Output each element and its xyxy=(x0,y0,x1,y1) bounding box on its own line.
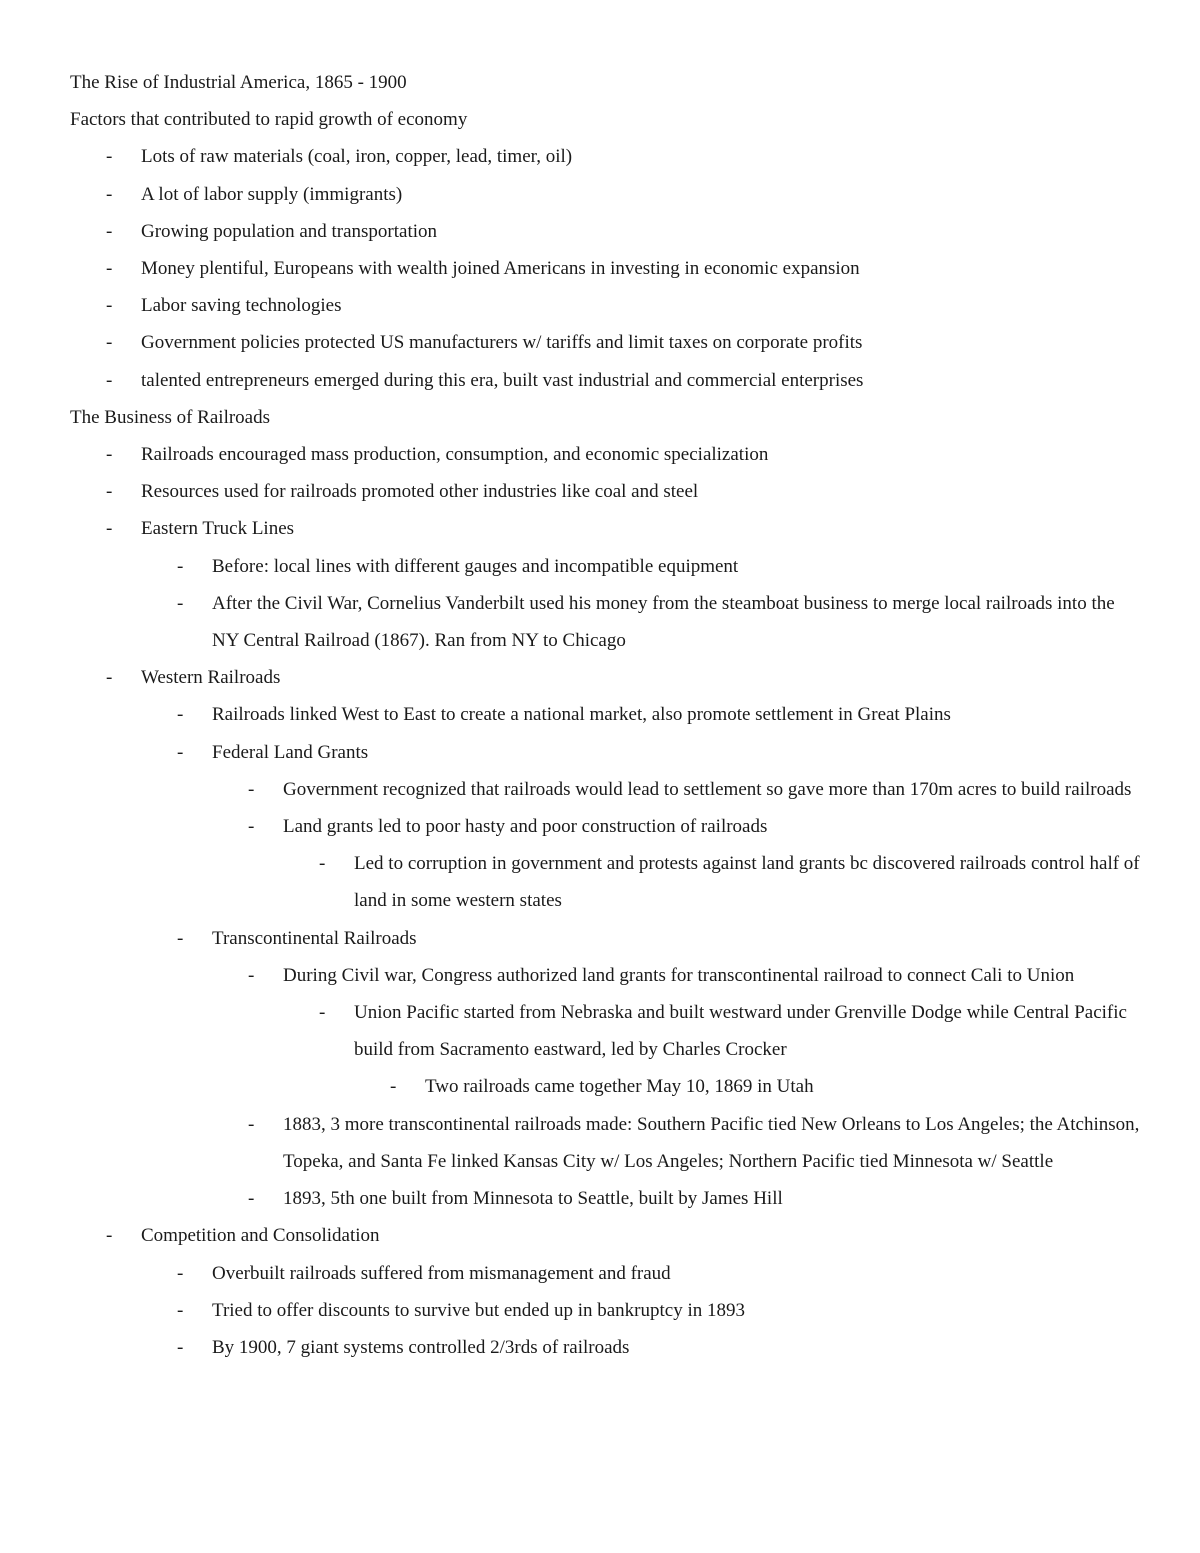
dash-icon: - xyxy=(177,704,184,726)
list-item: - 1893, 5th one built from Minnesota to Seattle, built by James Hill xyxy=(70,1180,1140,1217)
list-item: - After the Civil War, Cornelius Vanderbilt used his money from the steamboat business to merge local railroads into the NY Central Railroad (1867). Ran from NY to Chicago xyxy=(70,585,1140,659)
dash-icon: - xyxy=(106,1225,113,1247)
document-page xyxy=(70,64,1140,1366)
list-item: - Lots of raw materials (coal, iron, copper, lead, timer, oil) xyxy=(70,138,1140,175)
dash-icon: - xyxy=(106,295,113,317)
dash-icon: - xyxy=(106,220,113,242)
dash-icon: - xyxy=(177,927,184,949)
dash-icon: - xyxy=(106,518,113,540)
section-heading-railroads: The Business of Railroads xyxy=(70,406,271,428)
dash-icon: - xyxy=(177,1336,184,1358)
list-item: - Resources used for railroads promoted other industries like coal and steel xyxy=(70,473,1140,510)
list-item: - Land grants led to poor hasty and poor construction of railroads xyxy=(70,808,1140,845)
list-item: - Tried to offer discounts to survive but ended up in bankruptcy in 1893 xyxy=(70,1292,1140,1329)
list-item: - Before: local lines with different gauges and incompatible equipment xyxy=(70,548,1140,585)
list-item: - During Civil war, Congress authorized land grants for transcontinental railroad to connect Cali to Union xyxy=(70,957,1140,994)
list-item-transcontinental: - Transcontinental Railroads xyxy=(70,920,1140,957)
dash-icon: - xyxy=(106,332,113,354)
section-heading-factors: Factors that contributed to rapid growth of economy xyxy=(70,109,468,131)
list-item: - Railroads encouraged mass production, consumption, and economic specialization xyxy=(70,436,1140,473)
list-item: - Union Pacific started from Nebraska and built westward under Grenville Dodge while Central Pacific build from Sacramento eastward, led by Charles Crocker xyxy=(70,994,1140,1068)
list-item: - 1883, 3 more transcontinental railroads made: Southern Pacific tied New Orleans to Los Angeles; the Atchinson, Topeka, and Santa Fe linked Kansas City w/ Los Angeles; Northern Pacific tied Minnesota w/ Seattle xyxy=(70,1106,1140,1180)
list-item: - A lot of labor supply (immigrants) xyxy=(70,176,1140,213)
list-item: - Two railroads came together May 10, 1869 in Utah xyxy=(70,1068,1140,1105)
list-item-eastern: - Eastern Truck Lines xyxy=(70,510,1140,547)
dash-icon: - xyxy=(248,778,255,800)
list-item: - talented entrepreneurs emerged during this era, built vast industrial and commercial enterprises xyxy=(70,362,1140,399)
dash-icon: - xyxy=(177,592,184,614)
list-item-competition: - Competition and Consolidation xyxy=(70,1217,1140,1254)
dash-icon: - xyxy=(248,1113,255,1135)
list-item: - Overbuilt railroads suffered from mismanagement and fraud xyxy=(70,1255,1140,1292)
dash-icon: - xyxy=(106,369,113,391)
list-item-land-grants: - Federal Land Grants xyxy=(70,734,1140,771)
dash-icon: - xyxy=(248,964,255,986)
dash-icon: - xyxy=(106,183,113,205)
dash-icon: - xyxy=(106,258,113,280)
dash-icon: - xyxy=(177,1262,184,1284)
dash-icon: - xyxy=(106,481,113,503)
list-item: - By 1900, 7 giant systems controlled 2/3rds of railroads xyxy=(70,1329,1140,1366)
dash-icon: - xyxy=(248,816,255,838)
list-item: - Government policies protected US manufacturers w/ tariffs and limit taxes on corporate profits xyxy=(70,324,1140,361)
dash-icon: - xyxy=(177,1299,184,1321)
list-item: - Growing population and transportation xyxy=(70,213,1140,250)
document-title: The Rise of Industrial America, 1865 - 1900 xyxy=(70,72,407,93)
dash-icon: - xyxy=(177,741,184,763)
list-item: - Money plentiful, Europeans with wealth joined Americans in investing in economic expansion xyxy=(70,250,1140,287)
list-item: - Railroads linked West to East to create a national market, also promote settlement in Great Plains xyxy=(70,696,1140,733)
dash-icon: - xyxy=(106,444,113,466)
dash-icon: - xyxy=(106,667,113,689)
dash-icon: - xyxy=(390,1076,397,1098)
list-item: - Led to corruption in government and protests against land grants bc discovered railroads control half of land in some western states xyxy=(70,845,1140,919)
dash-icon: - xyxy=(319,853,326,875)
dash-icon: - xyxy=(248,1188,255,1210)
dash-icon: - xyxy=(106,146,113,168)
list-item: - Government recognized that railroads would lead to settlement so gave more than 170m acres to build railroads xyxy=(70,771,1140,808)
list-item: - Labor saving technologies xyxy=(70,287,1140,324)
dash-icon: - xyxy=(177,555,184,577)
list-item-western: - Western Railroads xyxy=(70,659,1140,696)
dash-icon: - xyxy=(319,1002,326,1024)
